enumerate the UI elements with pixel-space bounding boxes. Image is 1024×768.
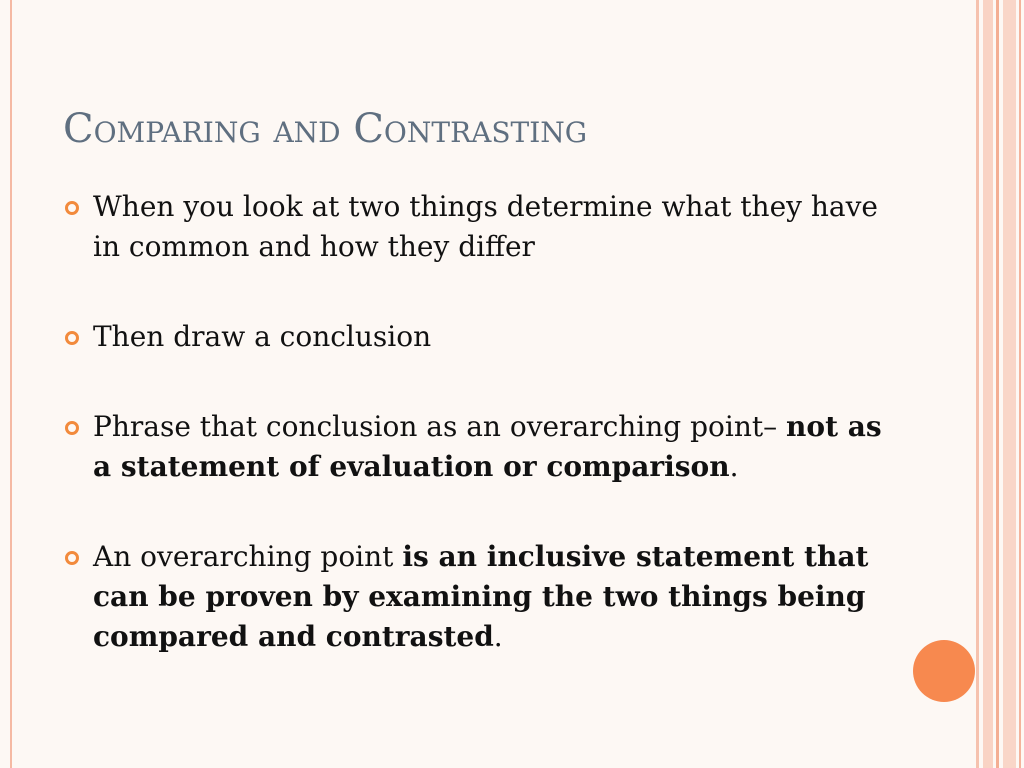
stripe: [983, 0, 993, 768]
bullet-list: [63, 187, 883, 707]
bullet-item: [63, 537, 883, 657]
bullet-segment: .: [493, 620, 503, 653]
bullet-segment: .: [729, 450, 739, 483]
bullet-segment: When you look at two things determine what they have in common and how they differ: [93, 190, 878, 263]
bullet-segment: Then draw a conclusion: [93, 320, 432, 353]
stripe: [976, 0, 979, 768]
stripe: [1019, 0, 1021, 768]
stripe: [996, 0, 999, 768]
slide-title: Comparing and Contrasting: [63, 106, 588, 152]
bullet-text: [93, 410, 882, 483]
left-border-line: [10, 0, 12, 768]
bullet-text: [93, 540, 868, 653]
bullet-ring-icon: [65, 201, 79, 215]
decorative-circle: [913, 640, 975, 702]
bullet-item: [63, 407, 883, 487]
bullet-text: [93, 190, 878, 263]
right-decorative-stripes: [976, 0, 1024, 768]
bullet-ring-icon: [65, 551, 79, 565]
bullet-segment: An overarching point: [93, 540, 403, 573]
stripe: [1003, 0, 1016, 768]
bullet-item: [63, 187, 883, 267]
bullet-segment-bold: not as a statement of evaluation or comparison: [93, 410, 882, 483]
bullet-ring-icon: [65, 331, 79, 345]
bullet-segment: Phrase that conclusion as an overarching point–: [93, 410, 787, 443]
bullet-text: [93, 320, 431, 353]
bullet-ring-icon: [65, 421, 79, 435]
bullet-segment-bold: is an inclusive statement that can be proven by examining the two things being compared and contrasted: [93, 540, 869, 653]
bullet-item: [63, 317, 883, 357]
